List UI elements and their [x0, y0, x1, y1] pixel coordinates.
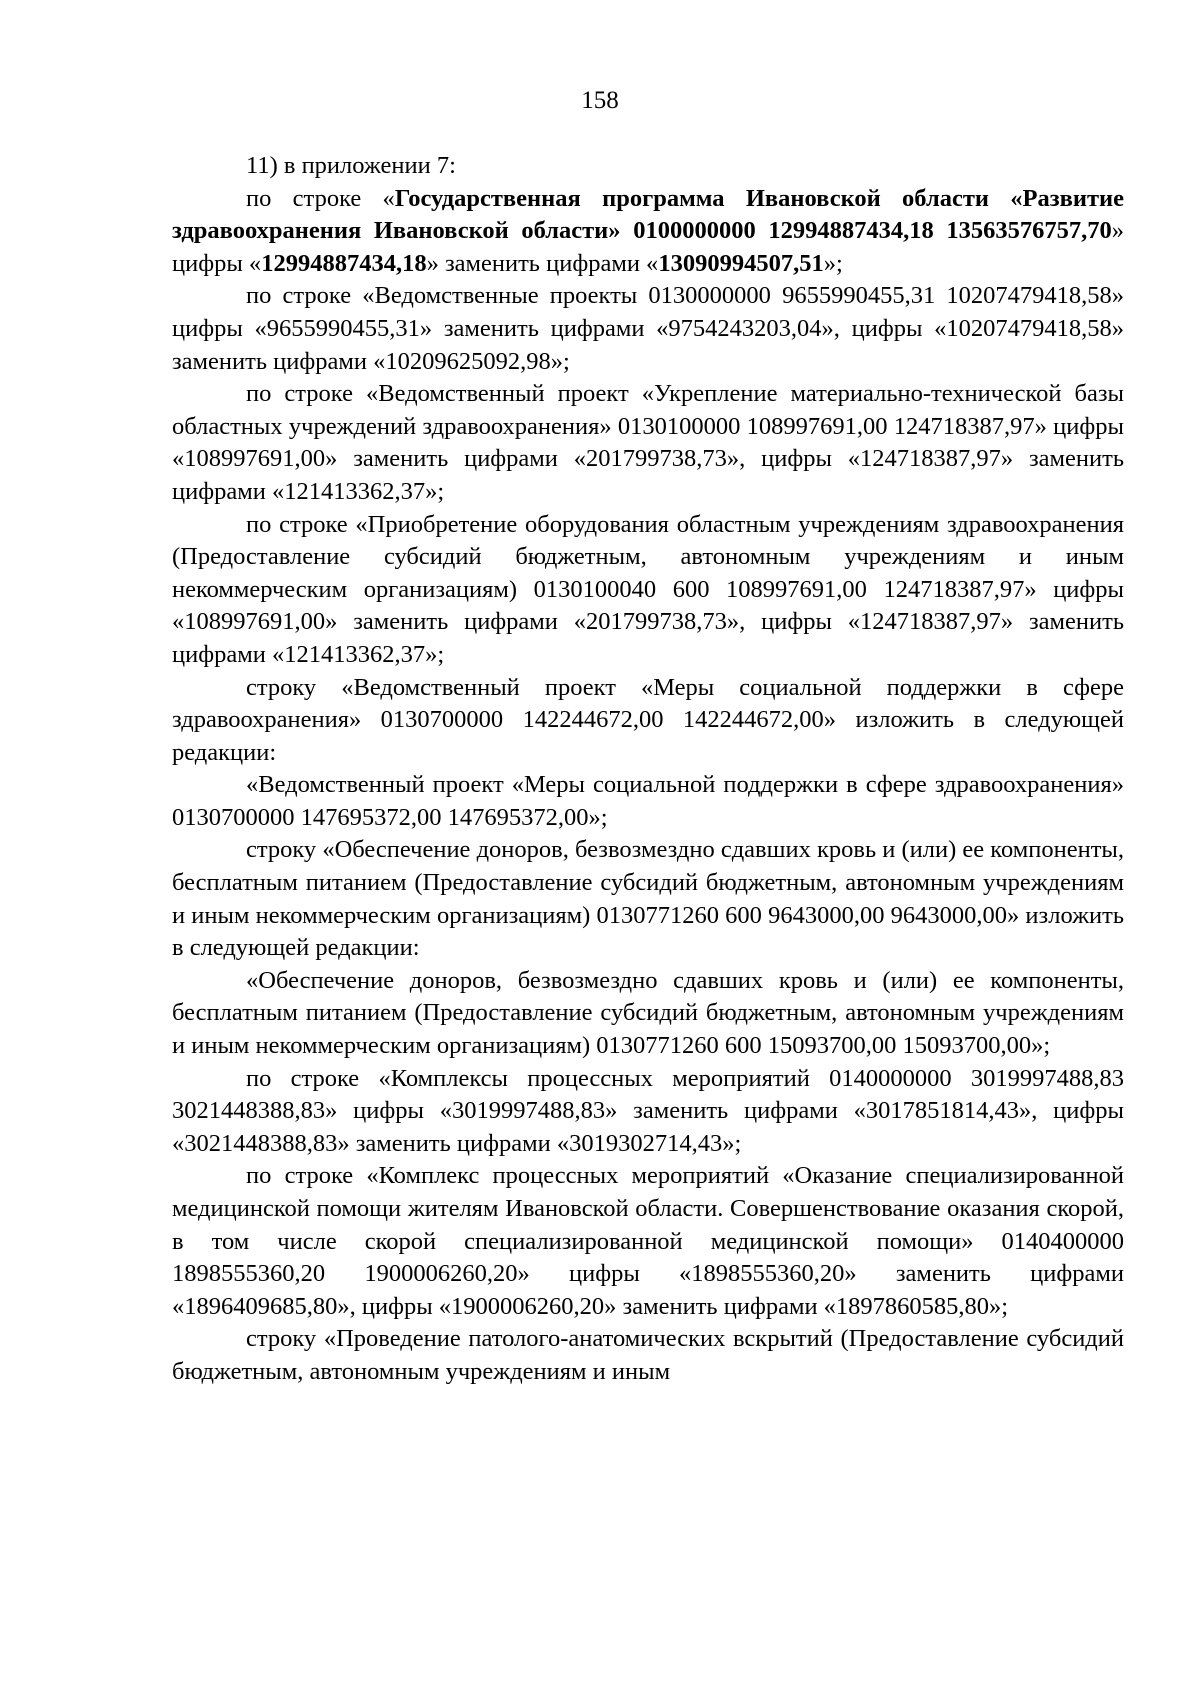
paragraph-departmental-projects: по строке «Ведомственные проекты 0130000000 9655990455,31 10207479418,58» цифры «9655990455,31» заменить цифрами «9754243203,04», цифры «10207479418,58» заменить цифрами «10209625092,98»;	[172, 282, 1124, 375]
bold-segment-program-title: Государственная программа Ивановской области «Развитие здравоохранения Ивановской области» 0100000000 12994887434,18 13563576757,70	[172, 184, 1124, 245]
text-segment: » заменить цифрами «	[426, 249, 659, 277]
page-number: 158	[581, 87, 619, 114]
paragraph-specialized-care: по строке «Комплекс процессных мероприятий «Оказание специализированной медицинской помощи жителям Ивановской области. Совершенствование оказания скорой, в том числе скорой специализированной медицинской помощи» 0140400000 1898555360,20 1900006260,20» цифры «1898555360,20» заменить цифрами «1896409685,80», цифры «1900006260,20» заменить цифрами «1897860585,80»;	[172, 1162, 1124, 1320]
paragraph-material-base: по строке «Ведомственный проект «Укрепление материально-технической базы областных учреждений здравоохранения» 0130100000 108997691,00 124718387,97» цифры «108997691,00» заменить цифрами «201799738,73», цифры «124718387,97» заменить цифрами «121413362,37»;	[172, 380, 1124, 505]
paragraph-equipment: по строке «Приобретение оборудования областным учреждениям здравоохранения (Предоставление субсидий бюджетным, автономным учреждениям и иным некоммерческим организациям) 0130100040 600 108997691,00 124718387,97» цифры «108997691,00» заменить цифрами «201799738,73», цифры «124718387,97» заменить цифрами «121413362,37»;	[172, 510, 1124, 668]
bold-segment-new-value: 13090994507,51	[658, 249, 824, 277]
text-segment: »;	[823, 249, 843, 277]
paragraph-social-support-old: строку «Ведомственный проект «Меры социальной поддержки в сфере здравоохранения» 0130700000 142244672,00 142244672,00» изложить в следующей редакции:	[172, 673, 1124, 766]
paragraph-social-support-new: «Ведомственный проект «Меры социальной поддержки в сфере здравоохранения» 0130700000 147695372,00 147695372,00»;	[172, 771, 1124, 831]
paragraph-state-program	[172, 183, 1124, 281]
paragraph-donors-new: «Обеспечение доноров, безвозмездно сдавших кровь и (или) ее компоненты, бесплатным питанием (Предоставление субсидий бюджетным, автономным учреждениям и иным некоммерческим организациям) 0130771260 600 15093700,00 15093700,00»;	[172, 966, 1124, 1060]
paragraph-autopsies: строку «Проведение патолого-анатомических вскрытий (Предоставление субсидий бюджетным, автономным учреждениям и иным	[172, 1325, 1124, 1385]
paragraph-intro: 11) в приложении 7:	[246, 152, 456, 179]
bold-segment-old-value: 12994887434,18	[261, 249, 427, 277]
document-body	[172, 150, 1124, 1389]
paragraph-process-complexes: по строке «Комплексы процессных мероприятий 0140000000 3019997488,83 3021448388,83» цифры «3019997488,83» заменить цифрами «3017851814,43», цифры «3021448388,83» заменить цифрами «3019302714,43»;	[172, 1064, 1124, 1157]
text-segment: по строке «	[246, 184, 395, 212]
paragraph-donors-old: строку «Обеспечение доноров, безвозмездно сдавших кровь и (или) ее компоненты, бесплатным питанием (Предоставление субсидий бюджетным, автономным учреждениям и иным некоммерческим организациям) 0130771260 600 9643000,00 9643000,00» изложить в следующей редакции:	[172, 836, 1124, 962]
text-segment: » цифры «	[172, 217, 1124, 277]
